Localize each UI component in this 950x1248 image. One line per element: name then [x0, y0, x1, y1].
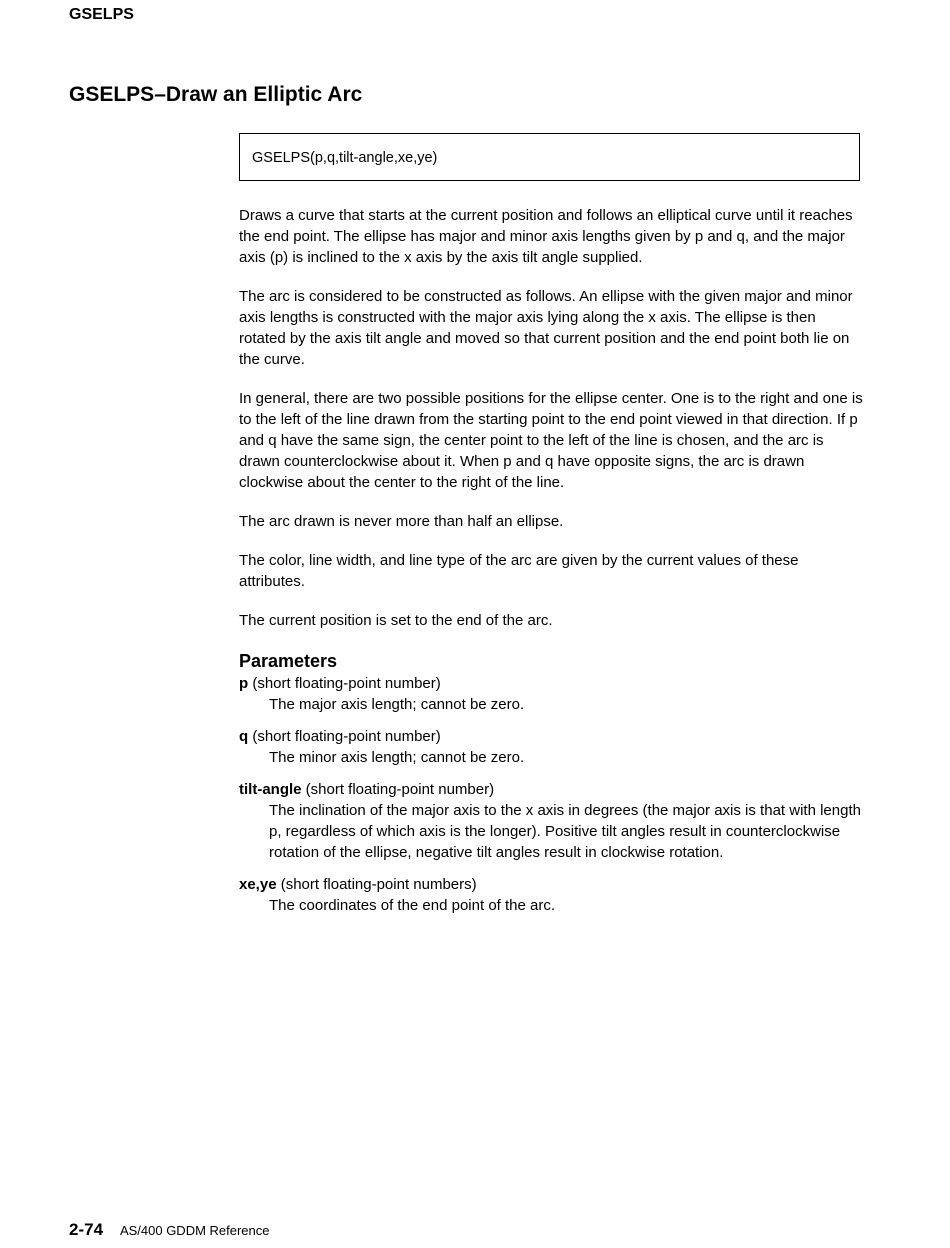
parameter-name: xe,ye [239, 876, 277, 893]
paragraph-attributes: The color, line width, and line type of the arc are given by the current values of these attributes. [239, 552, 799, 590]
parameter-type: (short floating-point number) [252, 728, 441, 745]
parameter-p [239, 673, 864, 715]
parameter-name: q [239, 728, 249, 745]
page-title: GSELPS–Draw an Elliptic Arc [69, 83, 363, 106]
parameter-description: The minor axis length; cannot be zero. [269, 749, 525, 766]
syntax-box: GSELPS(p,q,tilt-angle,xe,ye) [239, 133, 860, 181]
parameter-type: (short floating-point number) [252, 675, 441, 692]
parameter-name: p [239, 675, 249, 692]
parameter-xe-ye [239, 874, 864, 916]
running-head: GSELPS [69, 6, 134, 23]
paragraph-description: Draws a curve that starts at the current position and follows an elliptical curve until it reaches the end point. The ellipse has major and minor axis lengths given by p and q, and the major axis (p) is inclined to the x axis by the axis tilt angle supplied. [239, 207, 853, 266]
parameter-q [239, 726, 864, 768]
main-content [239, 205, 864, 927]
page-number: 2-74 [69, 1220, 104, 1239]
page-footer [69, 1219, 270, 1242]
parameter-type: (short floating-point number) [305, 781, 495, 798]
parameter-type: (short floating-point numbers) [280, 876, 477, 893]
parameter-name: tilt-angle [239, 781, 302, 798]
parameters-heading: Parameters [239, 651, 338, 671]
paragraph-current-position: The current position is set to the end of the arc. [239, 612, 553, 629]
parameter-description: The coordinates of the end point of the arc. [269, 897, 556, 914]
paragraph-ellipse-center: In general, there are two possible positions for the ellipse center. One is to the right and one is to the left of the line drawn from the starting point to the end point viewed in that direction. If p and q have the same sign, the center point to the left of the line is chosen, and the arc is drawn counterclockwise about it. When p and q have opposite signs, the arc is drawn clockwise about the center to the right of the line. [239, 390, 863, 491]
book-title: AS/400 GDDM Reference [119, 1223, 270, 1238]
paragraph-half-ellipse: The arc drawn is never more than half an ellipse. [239, 513, 564, 530]
paragraph-construction: The arc is considered to be constructed as follows. An ellipse with the given major and minor axis lengths is constructed with the major axis lying along the x axis. The ellipse is then rotated by the axis tilt angle and moved so that current position and the end point both lie on the curve. [239, 288, 853, 368]
parameter-description: The major axis length; cannot be zero. [269, 696, 525, 713]
parameter-tilt-angle [239, 779, 864, 863]
parameter-description: The inclination of the major axis to the x axis in degrees (the major axis is that with length p, regardless of which axis is the longer). Positive tilt angles result in counterclockwise rotation of the ellipse, negative tilt angles result in clockwise rotation. [269, 802, 861, 861]
